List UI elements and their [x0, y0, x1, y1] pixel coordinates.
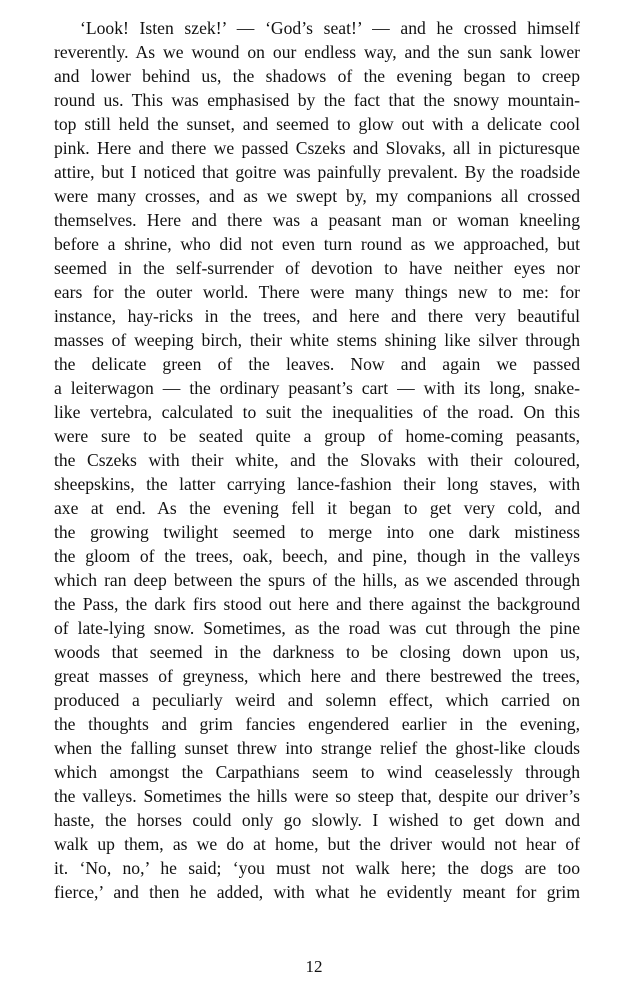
text-line: the delicate green of the leaves. Now and again we passed [54, 354, 580, 374]
text-line: produced a peculiarly weird and solemn effect, which carried on [54, 690, 580, 710]
text-line: which ran deep between the spurs of the hills, as we ascended through [54, 570, 580, 590]
text-line: the valleys. Sometimes the hills were so steep that, despite our driver’s [54, 786, 580, 806]
text-line: fierce,’ and then he added, with what he evidently meant for grim [54, 882, 580, 902]
text-line: ears for the outer world. There were many things new to me: for [54, 282, 580, 302]
text-line: the thoughts and grim fancies engendered earlier in the evening, [54, 714, 580, 734]
text-line: of late-lying snow. Sometimes, as the road was cut through the pine [54, 618, 580, 638]
text-line: reverently. As we wound on our endless way, and the sun sank lower [54, 42, 580, 62]
text-line: were sure to be seated quite a group of home-coming peasants, [54, 426, 580, 446]
text-line: the gloom of the trees, oak, beech, and pine, though in the valleys [54, 546, 580, 566]
text-line: which amongst the Carpathians seem to wind ceaselessly through [54, 762, 580, 782]
text-line: like vertebra, calculated to suit the inequalities of the road. On this [54, 402, 580, 422]
text-line: haste, the horses could only go slowly. I wished to get down and [54, 810, 580, 830]
text-line: the Pass, the dark firs stood out here and there against the background [54, 594, 580, 614]
text-line: round us. This was emphasised by the fact that the snowy mountain- [54, 90, 580, 110]
text-line: before a shrine, who did not even turn round as we approached, but [54, 234, 580, 254]
text-line: seemed in the self-surrender of devotion to have neither eyes nor [54, 258, 580, 278]
text-line: great masses of greyness, which here and there bestrewed the trees, [54, 666, 580, 686]
text-line: attire, but I noticed that goitre was painfully prevalent. By the roadside [54, 162, 580, 182]
text-line: and lower behind us, the shadows of the evening began to creep [54, 66, 580, 86]
page-number: 12 [305, 957, 323, 976]
text-line: axe at end. As the evening fell it began to get very cold, and [54, 498, 580, 518]
text-line: were many crosses, and as we swept by, my companions all crossed [54, 186, 580, 206]
text-line: walk up them, as we do at home, but the driver would not hear of [54, 834, 580, 854]
text-line: when the falling sunset threw into strange relief the ghost-like clouds [54, 738, 580, 758]
text-line: themselves. Here and there was a peasant man or woman kneeling [54, 210, 580, 230]
text-line: masses of weeping birch, their white stems shining like silver through [54, 330, 580, 350]
body-text [54, 16, 580, 904]
text-line: a leiterwagon — the ordinary peasant’s cart — with its long, snake- [54, 378, 580, 398]
text-line: the Cszeks with their white, and the Slovaks with their coloured, [54, 450, 580, 470]
text-line: top still held the sunset, and seemed to glow out with a delicate cool [54, 114, 580, 134]
text-line: woods that seemed in the darkness to be closing down upon us, [54, 642, 580, 662]
text-line: pink. Here and there we passed Cszeks and Slovaks, all in picturesque [54, 138, 580, 158]
text-line: it. ‘No, no,’ he said; ‘you must not walk here; the dogs are too [54, 858, 580, 878]
text-line: sheepskins, the latter carrying lance-fashion their long staves, with [54, 474, 580, 494]
text-line: ‘Look! Isten szek!’ — ‘God’s seat!’ — and he crossed himself [80, 18, 580, 38]
text-line: instance, hay-ricks in the trees, and here and there very beautiful [54, 306, 580, 326]
text-line: the growing twilight seemed to merge into one dark mistiness [54, 522, 580, 542]
